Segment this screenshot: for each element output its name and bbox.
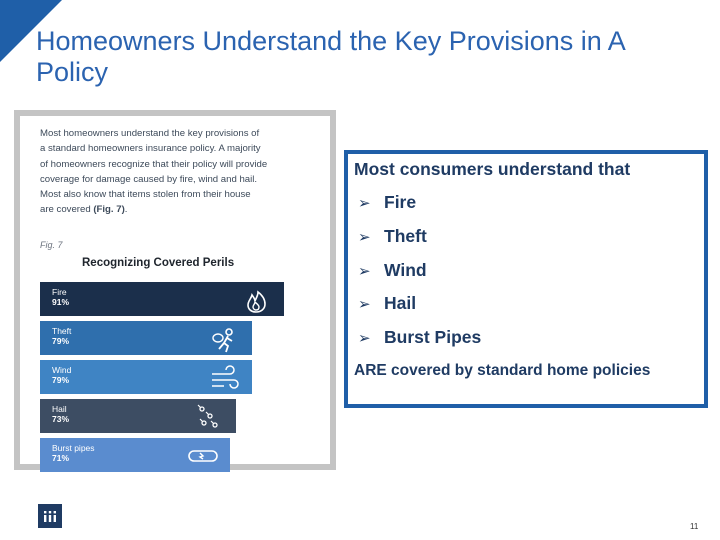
- iii-logo: [38, 504, 62, 528]
- intro-line: coverage for damage caused by fire, wind and hail.: [40, 173, 258, 185]
- wind-icon: [210, 364, 240, 392]
- summary-textbox: [344, 150, 708, 408]
- bullet-label: Theft: [384, 226, 427, 246]
- burst-pipe-icon: [188, 442, 218, 470]
- bar-value-label: 91%: [52, 297, 70, 307]
- bullet-label: Wind: [384, 260, 427, 280]
- report-figure-panel: [20, 116, 330, 464]
- chart-title: Recognizing Covered Perils: [82, 257, 235, 269]
- arrow-bullet-icon: ➢: [358, 195, 371, 212]
- report-figure: [14, 110, 336, 470]
- intro-end: .: [124, 204, 128, 216]
- bullet-item: [358, 327, 481, 348]
- bar-value-label: 79%: [52, 336, 70, 346]
- bar-value-label: 73%: [52, 414, 70, 424]
- arrow-bullet-icon: ➢: [358, 229, 371, 246]
- chart-bar: [40, 282, 284, 316]
- burglar-icon: [210, 325, 240, 353]
- hail-icon: [194, 403, 224, 431]
- figure-label: Fig. 7: [40, 240, 63, 250]
- bullet-item: [358, 293, 416, 314]
- chart-bar: [40, 321, 252, 355]
- bar-category-label: Wind: [52, 365, 72, 375]
- summary-footer: ARE covered by standard home policies: [354, 362, 651, 379]
- fire-icon: [242, 286, 272, 314]
- summary-heading: Most consumers understand that: [354, 159, 631, 179]
- bar-category-label: Fire: [52, 287, 67, 297]
- slide-title: Homeowners Understand the Key Provisions in A Policy: [36, 26, 625, 87]
- bullet-label: Fire: [384, 192, 417, 212]
- chart-bar: [40, 399, 236, 433]
- intro-line: a standard homeowners insurance policy. A majority: [40, 143, 261, 155]
- bullet-label: Hail: [384, 293, 417, 313]
- intro-line: Most homeowners understand the key provisions of: [40, 128, 260, 139]
- intro-line: Most also know that items stolen from their house: [40, 189, 251, 201]
- bullet-item: [358, 226, 427, 247]
- arrow-bullet-icon: ➢: [358, 263, 371, 280]
- intro-line: are covered: [40, 204, 94, 216]
- bar-category-label: Theft: [52, 326, 72, 336]
- page-number: 11: [690, 522, 699, 531]
- bullet-label: Burst Pipes: [384, 327, 482, 347]
- chart-bar: [40, 438, 230, 472]
- bullet-item: [358, 260, 427, 281]
- intro-line: of homeowners recognize that their policy will provide: [40, 158, 268, 170]
- bar-value-label: 71%: [52, 453, 70, 463]
- arrow-bullet-icon: ➢: [358, 296, 371, 313]
- figure-intro-text: [40, 126, 322, 218]
- bar-category-label: Hail: [52, 404, 67, 414]
- bar-category-label: Burst pipes: [52, 443, 95, 453]
- arrow-bullet-icon: ➢: [358, 330, 371, 347]
- bar-value-label: 79%: [52, 375, 70, 385]
- chart-bar: [40, 360, 252, 394]
- summary-textbox-panel: [348, 154, 704, 404]
- bullet-item: [358, 192, 416, 213]
- intro-figure-ref: (Fig. 7): [93, 204, 125, 216]
